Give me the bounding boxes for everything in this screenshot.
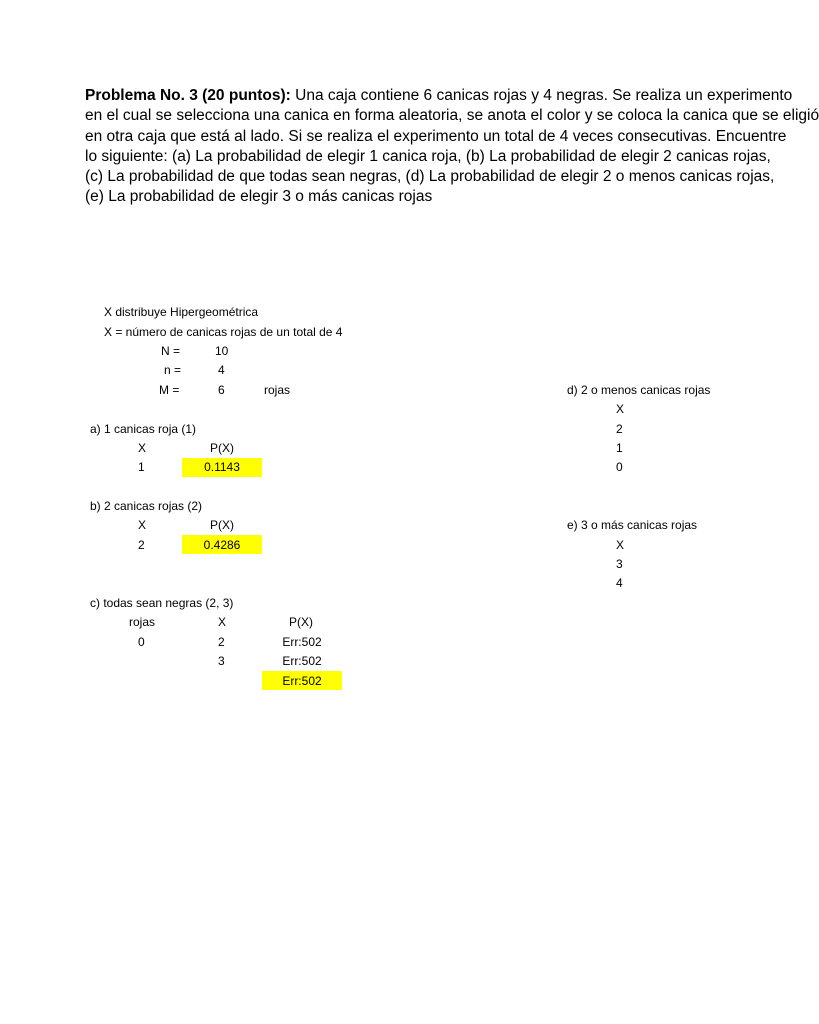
section-d-col-x: X [616, 402, 625, 416]
section-b-col-p: P(X) [210, 518, 234, 532]
section-c-col-p: P(X) [289, 615, 313, 629]
param-M-value: 6 [218, 383, 225, 397]
section-c-x-value: 3 [218, 654, 225, 668]
param-M-label: M = [159, 383, 180, 397]
section-b-col-x: X [138, 518, 147, 532]
problem-line-4: lo siguiente: (a) La probabilidad de elegir 1 canica roja, (b) La probabilidad de elegir 2 canicas rojas, [85, 147, 771, 165]
section-c-x-value: 2 [218, 635, 225, 649]
section-c-rojas-value: 0 [138, 635, 145, 649]
section-e-col-x: X [616, 538, 625, 552]
section-a-title: a) 1 canicas roja (1) [90, 422, 197, 436]
param-M-unit: rojas [264, 383, 291, 397]
section-d-x-value: 1 [616, 441, 623, 455]
section-c-probability: Err:502 [282, 654, 322, 668]
section-b-probability: 0.4286 [203, 538, 241, 552]
section-e-title: e) 3 o más canicas rojas [567, 518, 698, 532]
section-a-x-value: 1 [138, 460, 145, 474]
section-b-title: b) 2 canicas rojas (2) [90, 499, 203, 513]
param-N-value: 10 [215, 344, 229, 358]
section-c-total: Err:502 [282, 674, 322, 688]
problem-text: Una caja contiene 6 canicas rojas y 4 negras. Se realiza un experimento [290, 87, 793, 104]
section-c-col-rojas: rojas [129, 615, 156, 629]
section-d-title: d) 2 o menos canicas rojas [567, 383, 711, 397]
section-a-col-x: X [138, 441, 147, 455]
section-a-probability: 0.1143 [204, 460, 240, 474]
problem-line-5: (c) La probabilidad de que todas sean negras, (d) La probabilidad de elegir 2 o menos canicas rojas, [85, 168, 775, 186]
section-e-x-value: 3 [616, 557, 623, 571]
section-c-probability: Err:502 [282, 635, 322, 649]
section-e-x-value: 4 [616, 576, 623, 590]
param-n-value: 4 [218, 363, 225, 377]
section-a-col-p: P(X) [210, 441, 234, 455]
section-c-col-x: X [218, 615, 227, 629]
distribution-label: X distribuye Hipergeométrica [104, 305, 259, 319]
problem-heading: Problema No. 3 (20 puntos): [85, 87, 291, 104]
section-c-title: c) todas sean negras (2, 3) [90, 596, 234, 610]
problem-line-3: en otra caja que está al lado. Si se realiza el experimento un total de 4 veces consecutivas. Encuentre [85, 127, 787, 145]
section-b-x-value: 2 [138, 538, 145, 552]
param-N-label: N = [161, 344, 181, 358]
param-n-label: n = [164, 363, 182, 377]
variable-definition: X = número de canicas rojas de un total de 4 [104, 325, 343, 339]
problem-line-2: en el cual se selecciona una canica en forma aleatoria, se anota el color y se coloca la canica que se eligió [85, 107, 819, 125]
problem-line-6: (e) La probabilidad de elegir 3 o más canicas rojas [85, 188, 433, 206]
section-d-x-value: 2 [616, 422, 623, 436]
section-d-x-value: 0 [616, 460, 623, 474]
